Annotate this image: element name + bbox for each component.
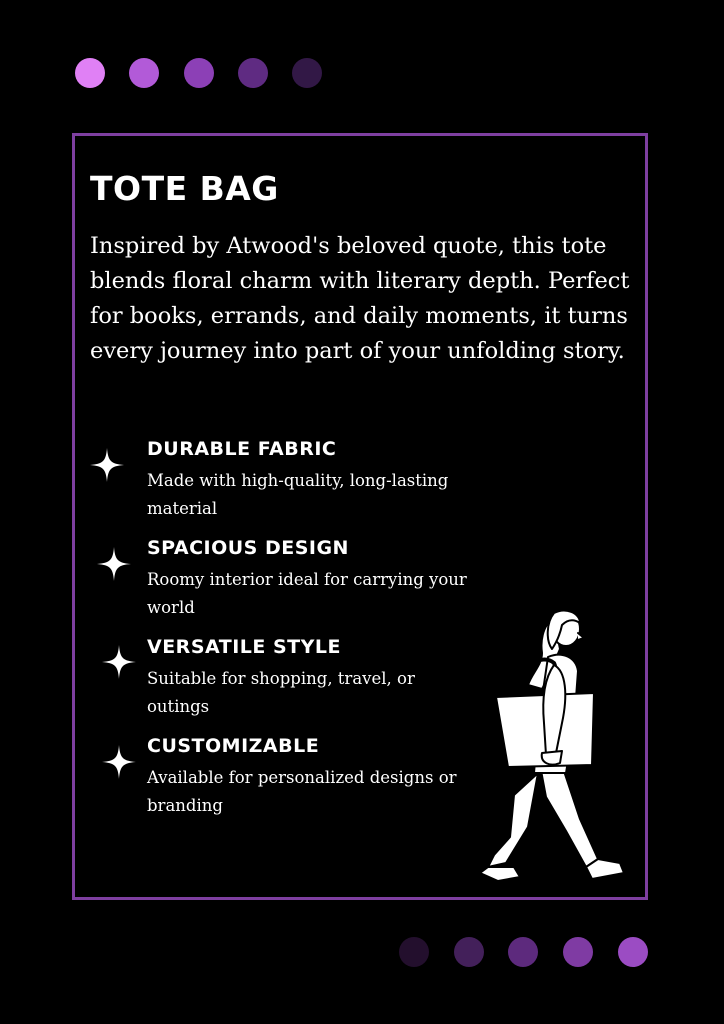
- decor-dot: [563, 937, 593, 967]
- decor-dot: [184, 58, 214, 88]
- feature-description: Roomy interior ideal for carrying your world: [147, 570, 467, 617]
- decor-dot: [129, 58, 159, 88]
- feature-title: DURABLE FABRIC: [147, 438, 337, 460]
- feature-description: Available for personalized designs or branding: [147, 768, 457, 815]
- sparkle-icon: [96, 546, 132, 582]
- feature-title: CUSTOMIZABLE: [147, 735, 320, 757]
- feature-description: Made with high-quality, long-lasting material: [147, 471, 449, 518]
- sparkle-icon: [101, 644, 137, 680]
- sparkle-icon: [89, 447, 125, 483]
- page-title: TOTE BAG: [90, 169, 279, 208]
- decor-dot: [618, 937, 648, 967]
- decor-dot: [292, 58, 322, 88]
- decor-dot: [508, 937, 538, 967]
- feature-title: VERSATILE STYLE: [147, 636, 341, 658]
- decor-dot: [454, 937, 484, 967]
- decor-dot: [399, 937, 429, 967]
- feature-title: SPACIOUS DESIGN: [147, 537, 349, 559]
- woman-carrying-tote-illustration: [470, 605, 635, 890]
- decor-dot: [75, 58, 105, 88]
- sparkle-icon: [101, 744, 137, 780]
- feature-description: Suitable for shopping, travel, or outings: [147, 669, 415, 716]
- decor-dot: [238, 58, 268, 88]
- product-description: Inspired by Atwood's beloved quote, this tote blends floral charm with literary depth. Perfect for books, errands, and daily moments, it turns every journey into part of your unfolding story.: [90, 233, 630, 364]
